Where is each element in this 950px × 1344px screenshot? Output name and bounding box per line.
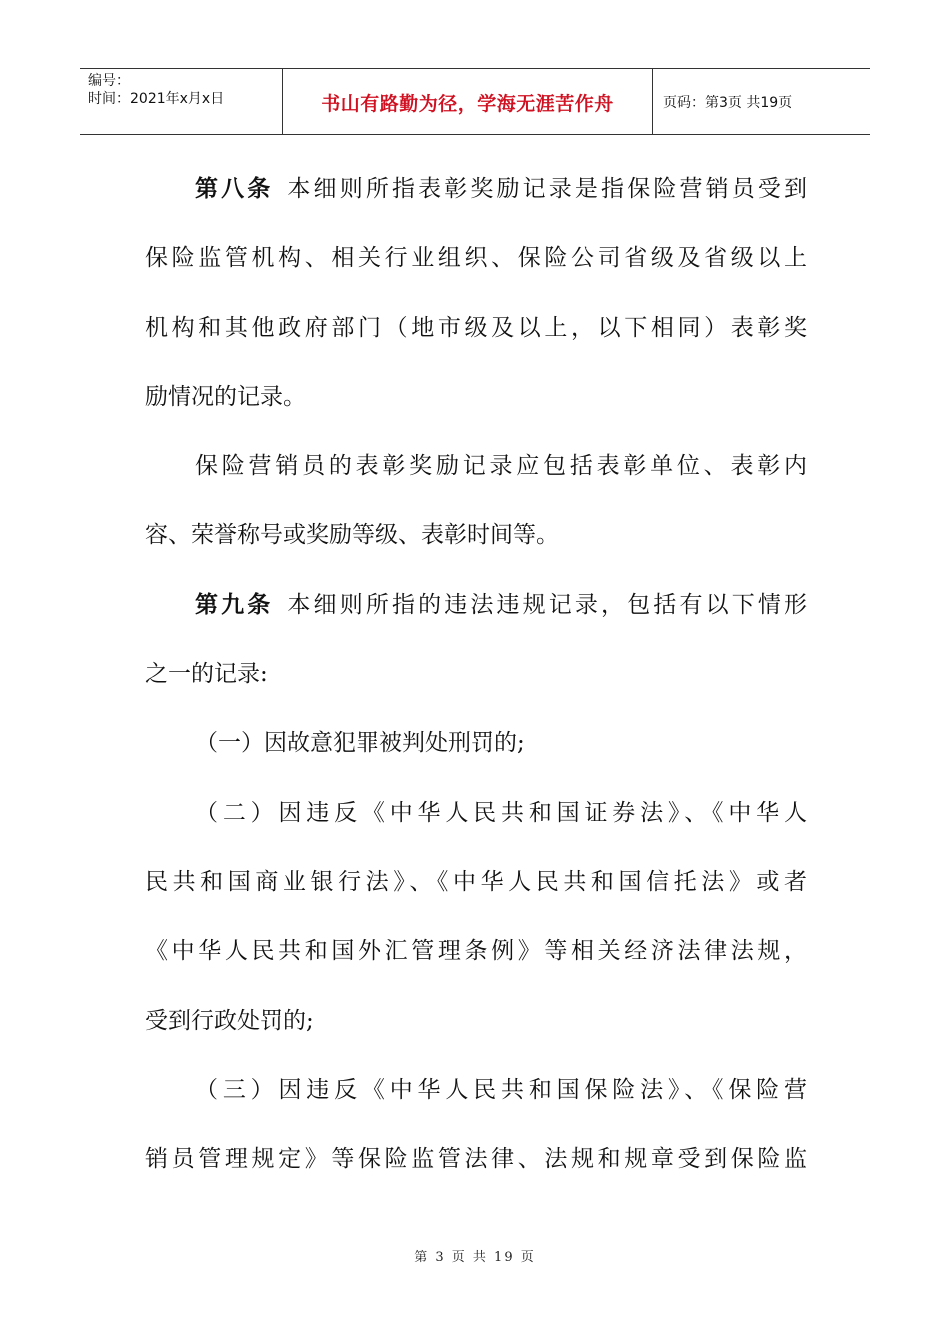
paragraph-line: 《中华人民共和国外汇管理条例》等相关经济法律法规， — [145, 938, 807, 965]
paragraph-line: 之一的记录: — [145, 661, 268, 688]
paragraph-line: 机构和其他政府部门（地市级及以上，以下相同）表彰奖 — [145, 314, 807, 341]
header-page-info: 页码：第3页 共19页 — [663, 95, 793, 111]
header-page-cell — [653, 69, 870, 135]
paragraph-line — [145, 155, 807, 224]
page-footer: 第 3 页 共 19 页 — [414, 1250, 536, 1265]
header-meta-cell — [80, 69, 283, 135]
paragraph-line: （二）因违反《中华人民共和国证券法》、《中华人 — [195, 799, 807, 826]
paragraph-line: （三）因违反《中华人民共和国保险法》、《保险营 — [195, 1076, 807, 1103]
paragraph-line: 励情况的记录。 — [145, 383, 306, 410]
header-motto: 书山有路勤为径，学海无涯苦作舟 — [321, 92, 614, 115]
paragraph-line: 受到行政处罚的; — [145, 1007, 314, 1034]
document-body — [145, 155, 807, 1194]
paragraph-line: （一）因故意犯罪被判处刑罚的; — [195, 730, 525, 757]
paragraph-line: 保险监管机构、相关行业组织、保险公司省级及省级以上 — [145, 245, 807, 272]
paragraph-line: 销员管理规定》等保险监管法律、法规和规章受到保险监 — [145, 1146, 807, 1173]
paragraph-text: 本细则所指的违法违规记录，包括有以下情形 — [287, 591, 807, 618]
article-heading: 第八条 — [195, 176, 274, 202]
article-heading: 第九条 — [195, 591, 274, 618]
document-number-label: 编号： — [88, 73, 130, 89]
paragraph-text: 本细则所指表彰奖励记录是指保险营销员受到 — [287, 176, 807, 202]
paragraph-line — [145, 571, 807, 640]
paragraph-line: 民共和国商业银行法》、《中华人民共和国信托法》或者 — [145, 868, 807, 895]
header-motto-cell — [283, 69, 653, 135]
document-time-label: 时间：2021年x月x日 — [88, 91, 225, 107]
paragraph-line: 容、荣誉称号或奖励等级、表彰时间等。 — [145, 522, 559, 549]
page-header — [80, 68, 870, 135]
paragraph-line: 保险营销员的表彰奖励记录应包括表彰单位、表彰内 — [195, 453, 807, 480]
